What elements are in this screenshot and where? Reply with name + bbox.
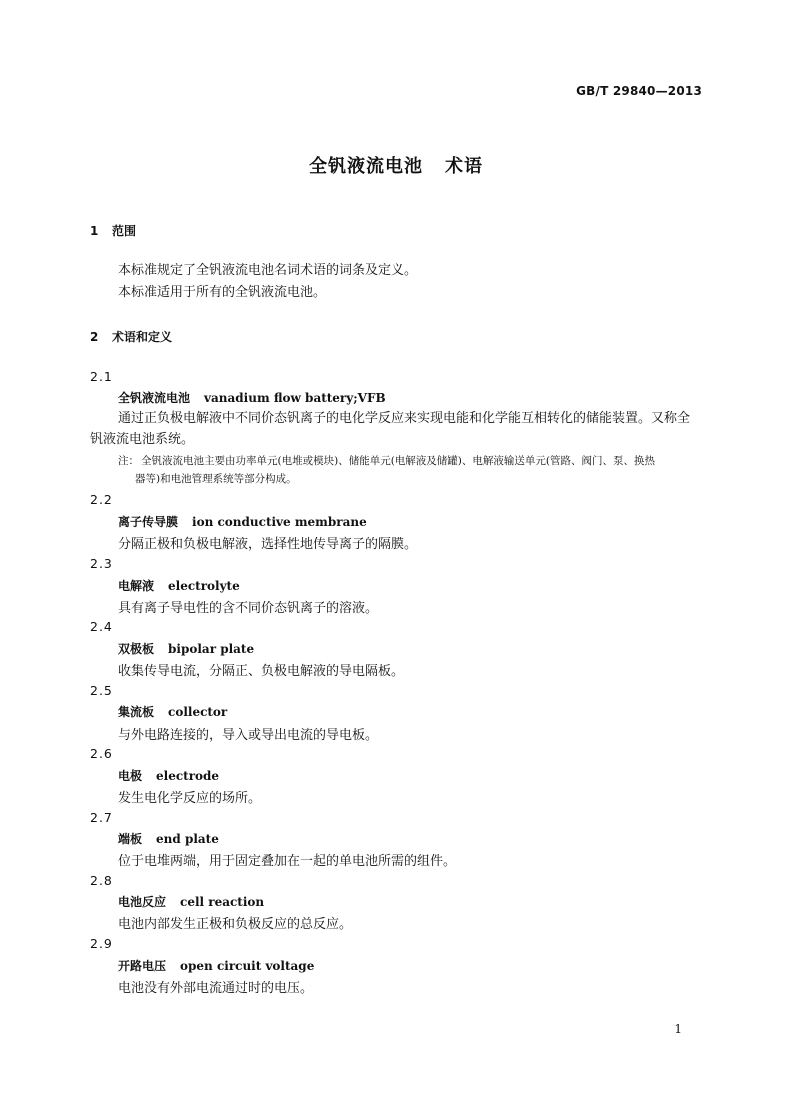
term-zh: 电池反应 (118, 895, 167, 909)
standard-code: GB/T 29840—2013 (576, 84, 702, 98)
term-en: cell reaction (180, 895, 265, 909)
title-part-2: 术语 (445, 156, 483, 177)
term-name (118, 703, 227, 720)
term-en: end plate (156, 832, 219, 846)
term-zh: 开路电压 (118, 959, 167, 973)
term-definition: 电池内部发生正极和负极反应的总反应。 (118, 917, 353, 932)
term-zh: 集流板 (118, 705, 155, 719)
term-zh: 双极板 (118, 642, 155, 656)
term-definition: 电池没有外部电流通过时的电压。 (118, 981, 314, 996)
section-1-number: 1 (90, 224, 99, 238)
term-definition: 具有离子导电性的含不同价态钒离子的溶液。 (118, 601, 379, 616)
note-label: 注： (118, 455, 139, 467)
term-number: 2.6 (90, 746, 113, 761)
term-note (118, 452, 708, 488)
section-1-title: 范围 (112, 224, 137, 238)
scope-paragraph-2: 本标准适用于所有的全钒液流电池。 (118, 285, 327, 300)
term-number: 2.7 (90, 810, 113, 825)
document-title (0, 152, 792, 178)
term-name (118, 893, 264, 910)
term-definition: 位于电堆两端，用于固定叠加在一起的单电池所需的组件。 (118, 854, 457, 869)
term-definition: 与外电路连接的，导入或导出电流的导电板。 (118, 728, 379, 743)
note-line-1: 全钒液流电池主要由功率单元(电堆或模块)、储能单元(电解液及储罐)、电解液输送单元(管路、阀门、泵、换热 (141, 455, 655, 467)
term-number: 2.4 (90, 619, 113, 634)
title-part-1: 全钒液流电池 (309, 156, 423, 177)
term-definition: 通过正负极电解液中不同价态钒离子的电化学反应来实现电能和化学能互相转化的储能装置。又称全钒液流电池系统。 (90, 411, 691, 447)
section-2-title: 术语和定义 (112, 330, 173, 344)
section-2-heading (90, 328, 172, 345)
term-number: 2.9 (90, 936, 113, 951)
term-zh: 全钒液流电池 (118, 391, 191, 405)
note-line-2: 器等)和电池管理系统等部分构成。 (135, 473, 297, 485)
term-name (118, 577, 240, 594)
term-zh: 端板 (118, 832, 143, 846)
term-name (118, 389, 386, 406)
term-en: bipolar plate (168, 642, 255, 656)
term-en: vanadium flow battery;VFB (204, 391, 386, 405)
term-name (118, 830, 219, 847)
term-number: 2.8 (90, 873, 113, 888)
term-definition: 收集传导电流，分隔正、负极电解液的导电隔板。 (118, 664, 405, 679)
term-definition: 发生电化学反应的场所。 (118, 791, 262, 806)
term-number: 2.5 (90, 683, 113, 698)
term-en: electrode (156, 769, 220, 783)
term-name (118, 767, 219, 784)
term-en: ion conductive membrane (192, 515, 367, 529)
term-name (118, 513, 367, 530)
term-definition: 分隔正极和负极电解液，选择性地传导离子的隔膜。 (118, 537, 418, 552)
section-2-number: 2 (90, 330, 99, 344)
term-number: 2.1 (90, 369, 113, 384)
term-zh: 离子传导膜 (118, 515, 179, 529)
term-en: collector (168, 705, 228, 719)
section-1-heading (90, 222, 136, 239)
term-number: 2.2 (90, 492, 113, 507)
term-zh: 电解液 (118, 579, 155, 593)
term-name (118, 957, 314, 974)
term-number: 2.3 (90, 556, 113, 571)
scope-paragraph-1: 本标准规定了全钒液流电池名词术语的词条及定义。 (118, 263, 418, 278)
page-number: 1 (674, 1022, 682, 1036)
term-zh: 电极 (118, 769, 143, 783)
term-en: open circuit voltage (180, 959, 315, 973)
term-en: electrolyte (168, 579, 240, 593)
term-name (118, 640, 254, 657)
